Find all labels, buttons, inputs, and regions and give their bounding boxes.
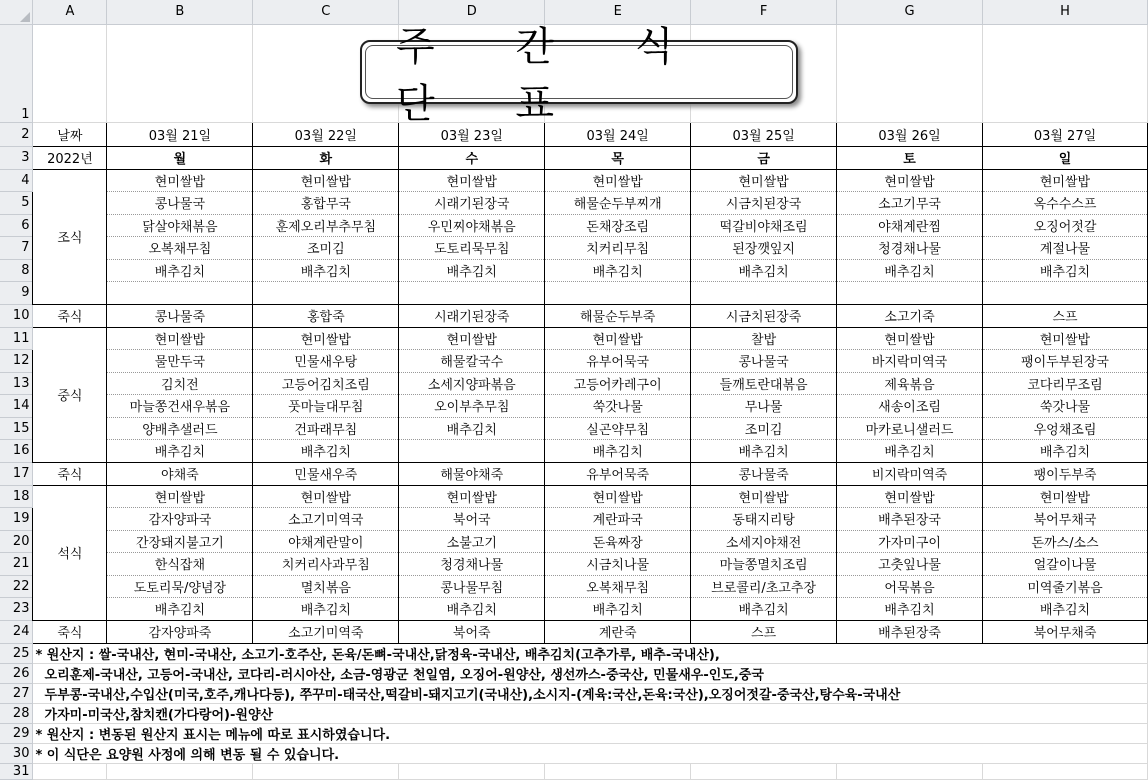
dinner-item[interactable]: 현미쌀밥: [983, 485, 1148, 508]
lunch-item[interactable]: 현미쌀밥: [545, 327, 691, 350]
porridge-item[interactable]: 북어죽: [399, 620, 545, 643]
dinner-item[interactable]: 배추김치: [253, 598, 399, 621]
dinner-item[interactable]: 치커리사과무침: [253, 553, 399, 576]
breakfast-item[interactable]: [107, 282, 253, 305]
breakfast-item[interactable]: 배추김치: [837, 259, 983, 282]
dinner-item[interactable]: 배추김치: [837, 598, 983, 621]
porridge-item[interactable]: 해물야채죽: [399, 462, 545, 485]
dinner-item[interactable]: 돈까스/소스: [983, 530, 1148, 553]
porridge-item[interactable]: 소고기미역죽: [253, 620, 399, 643]
lunch-item[interactable]: [399, 440, 545, 463]
breakfast-item[interactable]: 현미쌀밥: [107, 169, 253, 192]
porridge-item[interactable]: 콩나물죽: [107, 304, 253, 327]
dinner-item[interactable]: 브로콜리/초고추장: [691, 575, 837, 598]
column-header-a[interactable]: A: [33, 0, 107, 24]
dinner-item[interactable]: 현미쌀밥: [399, 485, 545, 508]
breakfast-item[interactable]: 현미쌀밥: [399, 169, 545, 192]
dinner-item[interactable]: 현미쌀밥: [253, 485, 399, 508]
lunch-item[interactable]: 고등어김치조림: [253, 372, 399, 395]
breakfast-label: 조식: [33, 169, 107, 304]
breakfast-item[interactable]: [837, 282, 983, 305]
row-header-4[interactable]: 4: [0, 169, 33, 192]
breakfast-item[interactable]: 배추김치: [399, 259, 545, 282]
breakfast-item[interactable]: 우민찌야채볶음: [399, 214, 545, 237]
column-header-g[interactable]: G: [837, 0, 983, 24]
dinner-item[interactable]: 마늘쫑멸치조림: [691, 553, 837, 576]
row-header-28[interactable]: 28: [0, 703, 33, 723]
dinner-item[interactable]: 배추김치: [107, 598, 253, 621]
porridge-item[interactable]: 스프: [691, 620, 837, 643]
column-header-e[interactable]: E: [545, 0, 691, 24]
dinner-item[interactable]: 얼갈이나물: [983, 553, 1148, 576]
breakfast-item[interactable]: 배추김치: [983, 259, 1148, 282]
lunch-item[interactable]: 소세지양파볶음: [399, 372, 545, 395]
porridge-item[interactable]: 소고기죽: [837, 304, 983, 327]
column-header-d[interactable]: D: [399, 0, 545, 24]
dinner-item[interactable]: 콩나물무침: [399, 575, 545, 598]
porridge-item[interactable]: 콩나물죽: [691, 462, 837, 485]
row-header-13[interactable]: 13: [0, 372, 33, 395]
weekday-cell[interactable]: 화: [253, 146, 399, 169]
porridge-item[interactable]: 배추된장죽: [837, 620, 983, 643]
porridge-item[interactable]: 스프: [983, 304, 1148, 327]
lunch-item[interactable]: 제육볶음: [837, 372, 983, 395]
lunch-item[interactable]: 배추김치: [983, 440, 1148, 463]
breakfast-item[interactable]: 계절나물: [983, 237, 1148, 260]
breakfast-item[interactable]: 현미쌀밥: [691, 169, 837, 192]
row-header-17[interactable]: 17: [0, 462, 33, 485]
dinner-item[interactable]: 배추김치: [983, 598, 1148, 621]
row-header-5[interactable]: 5: [0, 192, 33, 215]
dinner-item[interactable]: 현미쌀밥: [837, 485, 983, 508]
lunch-item[interactable]: 배추김치: [107, 440, 253, 463]
breakfast-item[interactable]: 돈채장조림: [545, 214, 691, 237]
cell: [691, 763, 837, 779]
weekday-cell[interactable]: 수: [399, 146, 545, 169]
column-header-h[interactable]: H: [983, 0, 1148, 24]
breakfast-item[interactable]: 닭살야채볶음: [107, 214, 253, 237]
dinner-item[interactable]: 북어국: [399, 508, 545, 531]
row-header-30[interactable]: 30: [0, 743, 33, 763]
lunch-item[interactable]: 양배추샐러드: [107, 417, 253, 440]
lunch-item[interactable]: 조미김: [691, 417, 837, 440]
breakfast-item[interactable]: 현미쌀밥: [983, 169, 1148, 192]
dinner-item[interactable]: 고춧잎나물: [837, 553, 983, 576]
date-cell[interactable]: 03월 27일: [983, 122, 1148, 146]
lunch-item[interactable]: 고등어카레구이: [545, 372, 691, 395]
lunch-item[interactable]: 쑥갓나물: [545, 395, 691, 418]
row-header-21[interactable]: 21: [0, 553, 33, 576]
breakfast-item[interactable]: 조미김: [253, 237, 399, 260]
dinner-item[interactable]: 배추김치: [545, 598, 691, 621]
lunch-item[interactable]: 우엉채조림: [983, 417, 1148, 440]
lunch-item[interactable]: 찰밥: [691, 327, 837, 350]
dinner-item[interactable]: 멸치볶음: [253, 575, 399, 598]
breakfast-item[interactable]: 시금치된장국: [691, 192, 837, 215]
lunch-label: 중식: [33, 327, 107, 462]
row-header-22[interactable]: 22: [0, 575, 33, 598]
date-cell[interactable]: 03월 24일: [545, 122, 691, 146]
lunch-item[interactable]: 배추김치: [399, 417, 545, 440]
dinner-item[interactable]: 시금치나물: [545, 553, 691, 576]
row-header-3[interactable]: 3: [0, 146, 33, 169]
weekday-cell[interactable]: 토: [837, 146, 983, 169]
lunch-item[interactable]: 오이부추무침: [399, 395, 545, 418]
lunch-item[interactable]: 현미쌀밥: [983, 327, 1148, 350]
dinner-item[interactable]: 어묵볶음: [837, 575, 983, 598]
porridge-item[interactable]: 북어무채죽: [983, 620, 1148, 643]
dinner-item[interactable]: 현미쌀밥: [107, 485, 253, 508]
porridge-item[interactable]: 계란죽: [545, 620, 691, 643]
dinner-item[interactable]: 배추김치: [691, 598, 837, 621]
lunch-item[interactable]: 해물칼국수: [399, 350, 545, 373]
lunch-item[interactable]: 배추김치: [253, 440, 399, 463]
lunch-item[interactable]: 바지락미역국: [837, 350, 983, 373]
breakfast-item[interactable]: 훈제오리부추무침: [253, 214, 399, 237]
breakfast-item[interactable]: 배추김치: [545, 259, 691, 282]
weekday-cell[interactable]: 금: [691, 146, 837, 169]
row-header-26[interactable]: 26: [0, 663, 33, 683]
porridge-label: 죽식: [33, 304, 107, 327]
row-header-12[interactable]: 12: [0, 350, 33, 373]
porridge-item[interactable]: 야채죽: [107, 462, 253, 485]
lunch-item[interactable]: 실곤약무침: [545, 417, 691, 440]
lunch-item[interactable]: 들깨토란대볶음: [691, 372, 837, 395]
breakfast-item[interactable]: 콩나물국: [107, 192, 253, 215]
breakfast-item[interactable]: 떡갈비야채조림: [691, 214, 837, 237]
breakfast-item[interactable]: 치커리무침: [545, 237, 691, 260]
cell: [837, 24, 983, 122]
breakfast-item[interactable]: 시래기된장국: [399, 192, 545, 215]
footnote-line: * 원산지 : 쌀-국내산, 현미-국내산, 소고기-호주산, 돈육/돈뼈-국내산,닭정육-국내산, 배추김치(고추가루, 배추-국내산),: [33, 643, 1148, 663]
date-cell[interactable]: 03월 23일: [399, 122, 545, 146]
lunch-item[interactable]: 건파래무침: [253, 417, 399, 440]
dinner-item[interactable]: 현미쌀밥: [691, 485, 837, 508]
dinner-item[interactable]: 동태지리탕: [691, 508, 837, 531]
row-header-11[interactable]: 11: [0, 327, 33, 350]
breakfast-item[interactable]: 된장깻잎지: [691, 237, 837, 260]
footnote-line: * 이 식단은 요양원 사정에 의해 변동 될 수 있습니다.: [33, 743, 1148, 763]
dinner-item[interactable]: 소불고기: [399, 530, 545, 553]
row-header-18[interactable]: 18: [0, 485, 33, 508]
row-header-20[interactable]: 20: [0, 530, 33, 553]
row-header-8[interactable]: 8: [0, 259, 33, 282]
cell: [33, 24, 107, 122]
porridge-item[interactable]: 민물새우죽: [253, 462, 399, 485]
select-all-corner[interactable]: [0, 0, 33, 24]
dinner-item[interactable]: 소고기미역국: [253, 508, 399, 531]
lunch-item[interactable]: 배추김치: [837, 440, 983, 463]
weekday-cell[interactable]: 월: [107, 146, 253, 169]
dinner-item[interactable]: 간장돼지불고기: [107, 530, 253, 553]
porridge-item[interactable]: 시금치된장죽: [691, 304, 837, 327]
breakfast-item[interactable]: 해물순두부찌개: [545, 192, 691, 215]
dinner-item[interactable]: 소세지야채전: [691, 530, 837, 553]
lunch-item[interactable]: 풋마늘대무침: [253, 395, 399, 418]
row-header-10[interactable]: 10: [0, 304, 33, 327]
dinner-item[interactable]: 야채계란말이: [253, 530, 399, 553]
breakfast-item[interactable]: 홍합무국: [253, 192, 399, 215]
lunch-item[interactable]: 민물새우탕: [253, 350, 399, 373]
lunch-item[interactable]: 김치전: [107, 372, 253, 395]
dinner-item[interactable]: 배추김치: [399, 598, 545, 621]
dinner-item[interactable]: 북어무채국: [983, 508, 1148, 531]
label-date: 날짜: [33, 122, 107, 146]
title-box[interactable]: [360, 24, 798, 127]
porridge-item[interactable]: 홍합죽: [253, 304, 399, 327]
date-cell[interactable]: 03월 25일: [691, 122, 837, 146]
breakfast-item[interactable]: 배추김치: [691, 259, 837, 282]
column-header-b[interactable]: B: [107, 0, 253, 24]
lunch-item[interactable]: 쑥갓나물: [983, 395, 1148, 418]
row-header-19[interactable]: 19: [0, 508, 33, 531]
row-header-9[interactable]: 9: [0, 282, 33, 305]
row-header-31[interactable]: 31: [0, 763, 33, 779]
row-header-14[interactable]: 14: [0, 395, 33, 418]
dinner-item[interactable]: 배추된장국: [837, 508, 983, 531]
footnote-line: 가자미-미국산,참치캔(가다랑어)-원양산: [33, 703, 1148, 723]
date-cell[interactable]: 03월 21일: [107, 122, 253, 146]
breakfast-item[interactable]: [545, 282, 691, 305]
breakfast-item[interactable]: 배추김치: [253, 259, 399, 282]
row-header-23[interactable]: 23: [0, 598, 33, 621]
row-header-15[interactable]: 15: [0, 417, 33, 440]
cell: [107, 763, 253, 779]
breakfast-item[interactable]: 현미쌀밥: [545, 169, 691, 192]
lunch-item[interactable]: 유부어묵국: [545, 350, 691, 373]
label-year: 2022년: [33, 146, 107, 169]
column-header-f[interactable]: F: [691, 0, 837, 24]
dinner-item[interactable]: 가자미구이: [837, 530, 983, 553]
lunch-item[interactable]: 물만두국: [107, 350, 253, 373]
porridge-item[interactable]: 시래기된장죽: [399, 304, 545, 327]
porridge-item[interactable]: 팽이두부죽: [983, 462, 1148, 485]
porridge-item[interactable]: 해물순두부죽: [545, 304, 691, 327]
porridge-label: 죽식: [33, 462, 107, 485]
cell: [399, 763, 545, 779]
breakfast-item[interactable]: [253, 282, 399, 305]
porridge-label: 죽식: [33, 620, 107, 643]
date-cell[interactable]: 03월 22일: [253, 122, 399, 146]
breakfast-item[interactable]: 현미쌀밥: [253, 169, 399, 192]
footnote-line: 두부콩-국내산,수입산(미국,호주,캐나다등), 쭈꾸미-태국산,떡갈비-돼지고기(국내산),소시지-(계육:국산,돈육:국산),오징어젓갈-중국산,탕수육-국내산: [33, 683, 1148, 703]
lunch-item[interactable]: 배추김치: [691, 440, 837, 463]
row-header-24[interactable]: 24: [0, 620, 33, 643]
lunch-item[interactable]: 코다리무조림: [983, 372, 1148, 395]
cell: [545, 763, 691, 779]
row-header-2[interactable]: 2: [0, 122, 33, 146]
porridge-item[interactable]: 감자양파죽: [107, 620, 253, 643]
lunch-item[interactable]: 팽이두부된장국: [983, 350, 1148, 373]
dinner-item[interactable]: 감자양파국: [107, 508, 253, 531]
dinner-label: 석식: [33, 485, 107, 620]
cell: [983, 24, 1148, 122]
lunch-item[interactable]: 마카로니샐러드: [837, 417, 983, 440]
dinner-item[interactable]: 청경채나물: [399, 553, 545, 576]
dinner-item[interactable]: 현미쌀밥: [545, 485, 691, 508]
breakfast-item[interactable]: 옥수수스프: [983, 192, 1148, 215]
cell: [253, 763, 399, 779]
breakfast-item[interactable]: 도토리묵무침: [399, 237, 545, 260]
lunch-item[interactable]: 현미쌀밥: [837, 327, 983, 350]
lunch-item[interactable]: 새송이조림: [837, 395, 983, 418]
breakfast-item[interactable]: [399, 282, 545, 305]
cell: [983, 763, 1148, 779]
porridge-item[interactable]: 유부어묵죽: [545, 462, 691, 485]
row-header-25[interactable]: 25: [0, 643, 33, 663]
row-header-7[interactable]: 7: [0, 237, 33, 260]
lunch-item[interactable]: 현미쌀밥: [253, 327, 399, 350]
weekday-cell[interactable]: 일: [983, 146, 1148, 169]
breakfast-item[interactable]: [983, 282, 1148, 305]
cell: [107, 24, 253, 122]
breakfast-item[interactable]: 소고기무국: [837, 192, 983, 215]
breakfast-item[interactable]: [691, 282, 837, 305]
dinner-item[interactable]: 미역줄기볶음: [983, 575, 1148, 598]
cell: [33, 763, 107, 779]
dinner-item[interactable]: 한식잡채: [107, 553, 253, 576]
lunch-item[interactable]: 콩나물국: [691, 350, 837, 373]
row-header-16[interactable]: 16: [0, 440, 33, 463]
lunch-item[interactable]: 무나물: [691, 395, 837, 418]
row-header-6[interactable]: 6: [0, 214, 33, 237]
lunch-item[interactable]: 현미쌀밥: [399, 327, 545, 350]
footnote-line: 오리훈제-국내산, 고등어-국내산, 코다리-러시아산, 소금-영광군 천일염, 오징어-원양산, 생선까스-중국산, 민물새우-인도,중국: [33, 663, 1148, 683]
porridge-item[interactable]: 비지락미역죽: [837, 462, 983, 485]
breakfast-item[interactable]: 야채계란찜: [837, 214, 983, 237]
dinner-item[interactable]: 도토리묵/양념장: [107, 575, 253, 598]
cell: [837, 763, 983, 779]
dinner-item[interactable]: 돈육짜장: [545, 530, 691, 553]
weekday-cell[interactable]: 목: [545, 146, 691, 169]
footnote-line: * 원산지 : 변동된 원산지 표시는 메뉴에 따로 표시하였습니다.: [33, 723, 1148, 743]
breakfast-item[interactable]: 현미쌀밥: [837, 169, 983, 192]
lunch-item[interactable]: 현미쌀밥: [107, 327, 253, 350]
breakfast-item[interactable]: 청경채나물: [837, 237, 983, 260]
breakfast-item[interactable]: 오징어젓갈: [983, 214, 1148, 237]
breakfast-item[interactable]: 배추김치: [107, 259, 253, 282]
breakfast-item[interactable]: 오복채무침: [107, 237, 253, 260]
row-header-29[interactable]: 29: [0, 723, 33, 743]
row-header-1[interactable]: 1: [0, 24, 33, 122]
lunch-item[interactable]: 마늘쫑건새우볶음: [107, 395, 253, 418]
page-title: 주 간 식 단 표: [396, 24, 708, 127]
row-header-27[interactable]: 27: [0, 683, 33, 703]
date-cell[interactable]: 03월 26일: [837, 122, 983, 146]
lunch-item[interactable]: 배추김치: [545, 440, 691, 463]
dinner-item[interactable]: 오복채무침: [545, 575, 691, 598]
column-header-c[interactable]: C: [253, 0, 399, 24]
dinner-item[interactable]: 계란파국: [545, 508, 691, 531]
